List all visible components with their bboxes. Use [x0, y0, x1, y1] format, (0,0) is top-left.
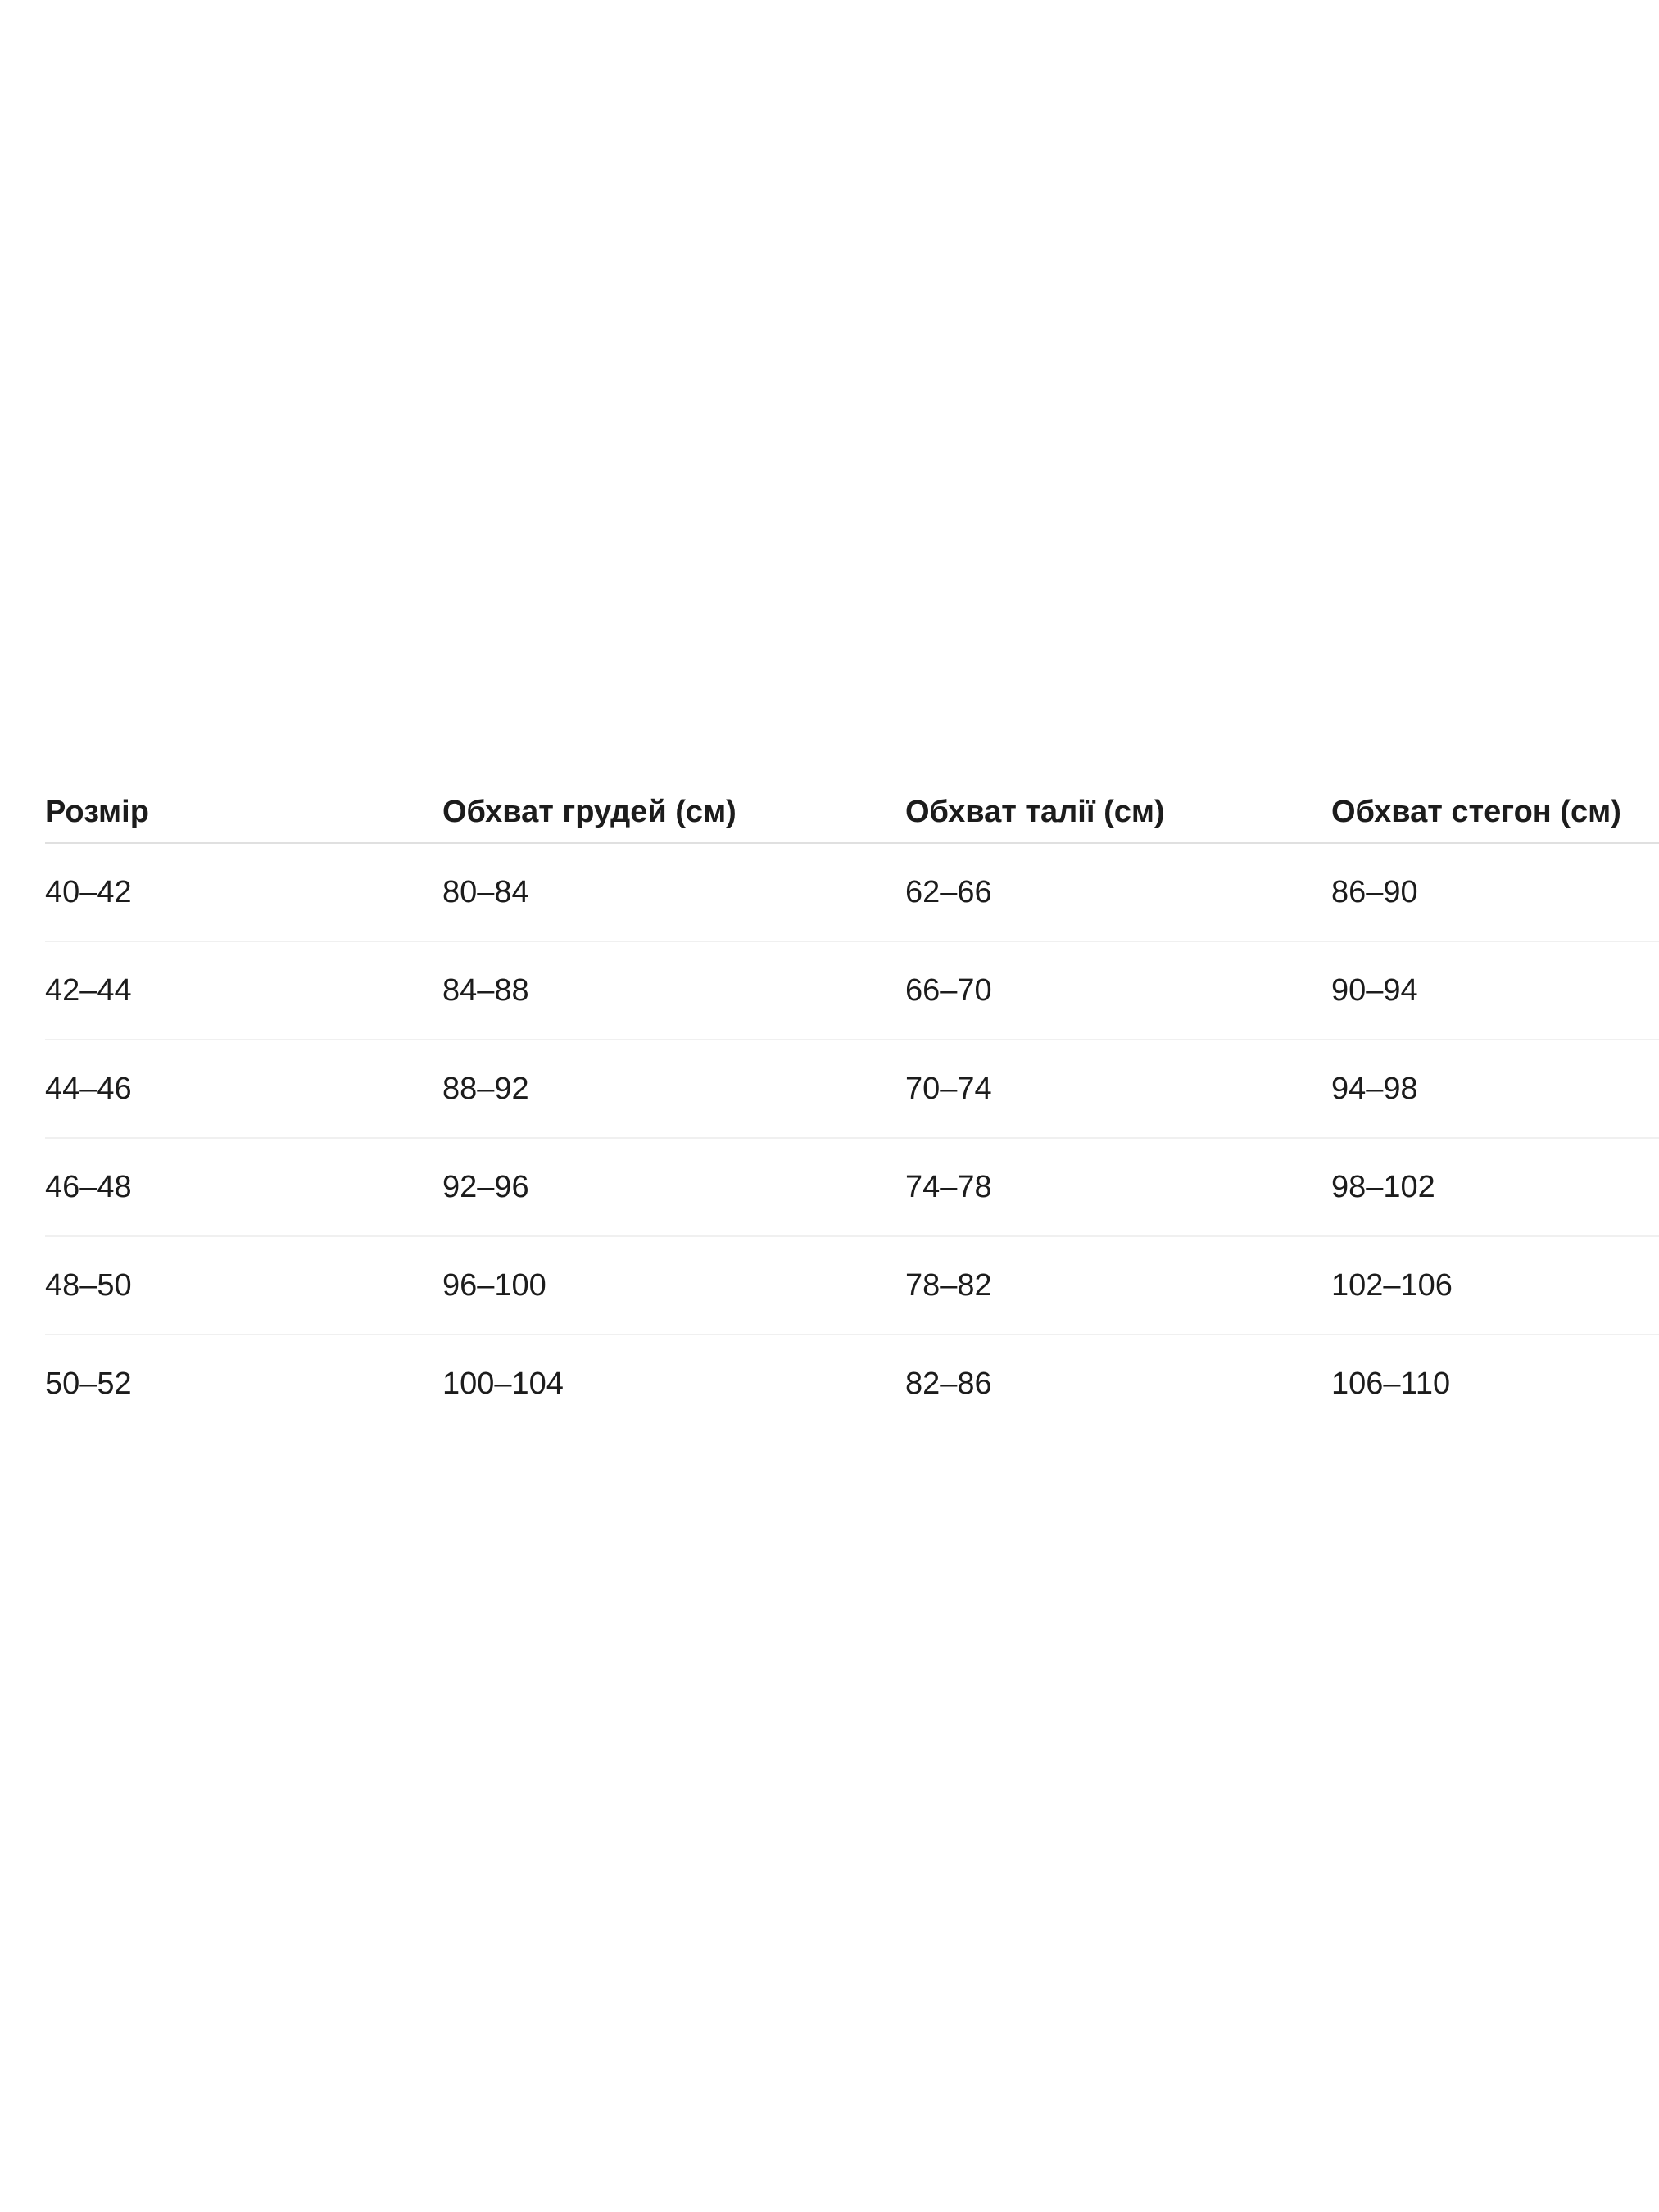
table-cell-chest: 100–104 — [442, 1366, 564, 1401]
header-row — [45, 791, 1659, 843]
table-cell-size: 48–50 — [45, 1236, 442, 1335]
table-cell-waist: 78–82 — [905, 1236, 1331, 1335]
table-row — [45, 1236, 1659, 1335]
table-cell-size: 44–46 — [45, 1040, 442, 1138]
table-cell-waist: 74–78 — [905, 1138, 1331, 1236]
table-cell-hips: 94–98 — [1331, 1040, 1659, 1138]
header-size: Розмір — [45, 791, 442, 843]
table-cell-size: 46–48 — [45, 1138, 442, 1236]
header-chest: Обхват грудей (см) — [442, 791, 905, 843]
table-cell-chest: 80–84 — [442, 843, 905, 941]
size-chart-header — [45, 791, 1659, 843]
table-cell-chest: 88–92 — [442, 1040, 905, 1138]
table-cell-chest: 92–96 — [442, 1138, 905, 1236]
table-cell-waist: 70–74 — [905, 1040, 1331, 1138]
table-row — [45, 1138, 1659, 1236]
table-cell-size: 42–44 — [45, 941, 442, 1040]
table-cell-hips: 86–90 — [1331, 843, 1659, 941]
table-cell-size: 40–42 — [45, 843, 442, 941]
table-cell-waist: 66–70 — [905, 941, 1331, 1040]
table-cell-hips: 98–102 — [1331, 1138, 1659, 1236]
table-cell-hips: 90–94 — [1331, 941, 1659, 1040]
table-cell-waist: 62–66 — [905, 843, 1331, 941]
table-cell-hips: 106–110 — [1331, 1366, 1451, 1401]
table-cell-waist: 82–86 — [905, 1366, 992, 1401]
size-chart-section — [45, 791, 1659, 1432]
size-chart-body — [45, 843, 1659, 1432]
table-cell-size: 50–52 — [45, 1366, 132, 1401]
table-row — [45, 1040, 1659, 1138]
header-waist: Обхват талії (см) — [905, 791, 1331, 843]
table-row — [45, 1335, 1659, 1432]
table-cell-hips: 102–106 — [1331, 1236, 1659, 1335]
table-cell-chest: 84–88 — [442, 941, 905, 1040]
table-row — [45, 843, 1659, 941]
table-cell-chest: 96–100 — [442, 1236, 905, 1335]
size-chart-table — [45, 791, 1659, 1432]
header-hips: Обхват стегон (см) — [1331, 791, 1659, 843]
table-row — [45, 941, 1659, 1040]
